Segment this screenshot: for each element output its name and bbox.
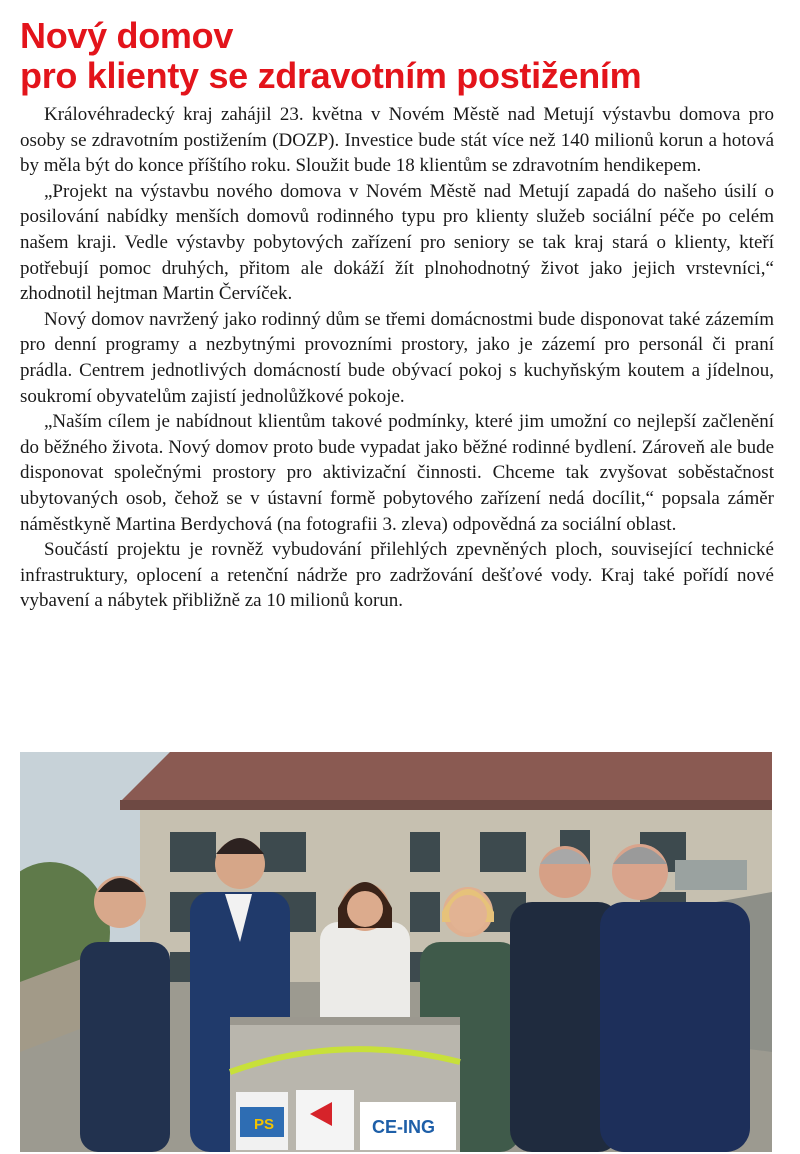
groundbreaking-photo xyxy=(20,752,772,1152)
paragraph-2: „Projekt na výstavbu nového domova v Novém Městě nad Metují zapadá do našeho úsilí o posilování nabídky menších domovů rodinného typu pro klienty služeb sociální péče po celém našem kraji. Vedle výstavby pobytových zařízení pro seniory se tak kraj stará o klienty, kteří potřebují pomoc druhých, přitom ale dokáží žít plnohodnotný život jako jejich vrstevníci,“ zhodnotil hejtman Martin Červíček. xyxy=(20,180,774,305)
headline-line-2: pro klienty se zdravotním postižením xyxy=(20,55,642,96)
paragraph-4: „Naším cílem je nabídnout klientům takové podmínky, které jim umožní co nejlepší začlenění do běžného života. Nový domov proto bude vypadat jako běžné rodinné bydlení. Zároveň ale bude disponovat společnými prostory pro aktivizační činnosti. Chceme tak zvyšovat soběstačnost ubytovaných osob, čehož se v ústavní formě pobytového zařízení nedá docílit,“ popsala záměr náměstkyně Martina Berdychová (na fotografii 3. zleva) odpovědná za sociální oblast. xyxy=(20,411,774,535)
logo-ce-ing: CE-ING xyxy=(372,1117,435,1137)
headline-line-1: Nový domov xyxy=(20,15,234,56)
paragraph-1: Královéhradecký kraj zahájil 23. května v Novém Městě nad Metují výstavbu domova pro osoby se zdravotním postižením (DOZP). Investice bude stát více než 140 milionů korun a hotová by měla být do konce příštího roku. Sloužit bude 18 klientům se zdravotním hendikepem. xyxy=(20,104,774,177)
headline xyxy=(20,16,790,96)
paragraph-3: Nový domov navržený jako rodinný dům se třemi domácnostmi bude disponovat také zázemím pro denní programy a nezbytnými provozními prostory, jako je zázemí pro personál či praní prádla. Centrem jednotlivých domácností bude obývací pokoj s kuchyňským koutem a jídelnou, soukromí obyvatelům zajistí jednolůžkové pokoje. xyxy=(20,308,774,407)
article-body xyxy=(20,102,774,614)
logo-ps: PS xyxy=(254,1116,275,1133)
paragraph-5: Součástí projektu je rovněž vybudování přilehlých zpevněných ploch, související technické infrastruktury, oplocení a retenční nádrže pro zadržování dešťové vody. Kraj také pořídí nové vybavení a nábytek přibližně za 10 milionů korun. xyxy=(20,539,774,612)
photo-illustration xyxy=(20,752,772,1152)
